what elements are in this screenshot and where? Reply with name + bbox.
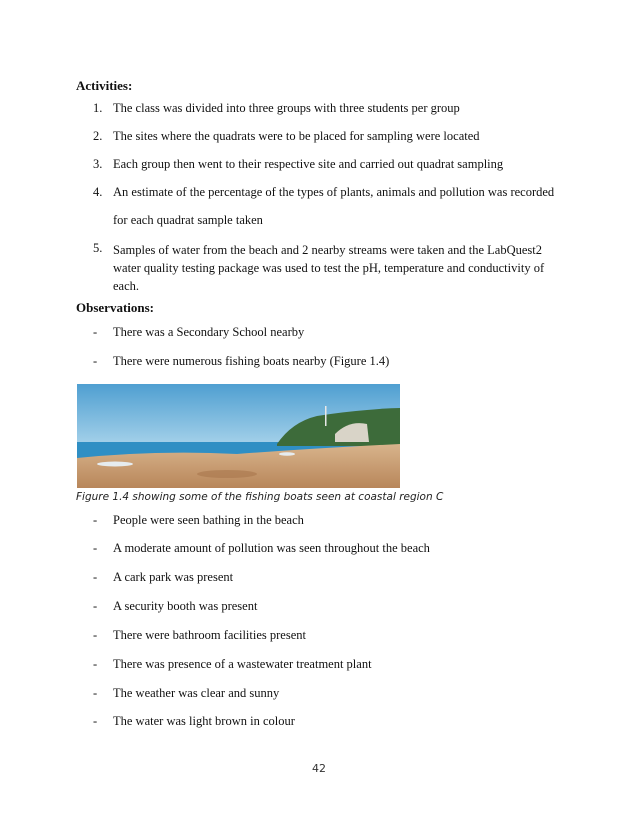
observation-text: The water was light brown in colour (113, 714, 295, 728)
observation-bullet: - (93, 714, 98, 728)
observation-bullet: - (93, 657, 98, 671)
fishing-boat (97, 462, 133, 467)
observation-text: People were seen bathing in the beach (113, 513, 304, 527)
observation-text: A moderate amount of pollution was seen throughout the beach (113, 541, 430, 555)
beach-photo (77, 384, 400, 488)
observation-text: A cark park was present (113, 570, 234, 584)
observation-bullet: - (93, 686, 98, 700)
observation-bullet: - (93, 570, 98, 584)
sand-shadow (197, 470, 257, 478)
observation-bullet: - (93, 599, 98, 613)
observations-heading: Observations: (76, 300, 154, 315)
activity-number-1: 1. (93, 101, 103, 115)
beach-photo-svg (77, 384, 400, 488)
observation-bullet: - (93, 513, 98, 527)
observation-text: There was presence of a wastewater treatment plant (113, 657, 372, 671)
activities-heading: Activities: (76, 78, 133, 93)
observation-text: There were numerous fishing boats nearby (Figure 1.4) (113, 354, 390, 368)
activity-text-5: Samples of water from the beach and 2 nearby streams were taken and the LabQuest2 water quality testing package was used to test the pH, temperature and conductivity of each. (113, 243, 545, 293)
activity-number-4: 4. (93, 185, 103, 199)
pole (325, 406, 327, 426)
activity-text-3: Each group then went to their respective site and carried out quadrat sampling (113, 157, 504, 171)
activity-text-4: An estimate of the percentage of the types of plants, animals and pollution was recorded (113, 185, 555, 199)
observation-text: A security booth was present (113, 599, 258, 613)
activity-text-4-continuation: for each quadrat sample taken (113, 213, 263, 227)
figure-caption: Figure 1.4 showing some of the fishing boats seen at coastal region C (76, 491, 444, 503)
observation-bullet: - (93, 325, 98, 339)
observation-bullet: - (93, 354, 98, 368)
observation-text: The weather was clear and sunny (113, 686, 280, 700)
observation-text: There were bathroom facilities present (113, 628, 306, 642)
activity-text-2: The sites where the quadrats were to be placed for sampling were located (113, 129, 480, 143)
activity-text-1: The class was divided into three groups with three students per group (113, 101, 460, 115)
page-number: 42 (312, 762, 326, 775)
activity-number-2: 2. (93, 129, 103, 143)
fishing-boat (279, 452, 295, 456)
observation-text: There was a Secondary School nearby (113, 325, 305, 339)
activity-number-5: 5. (93, 241, 103, 255)
observation-bullet: - (93, 541, 98, 555)
activity-number-3: 3. (93, 157, 103, 171)
observation-bullet: - (93, 628, 98, 642)
